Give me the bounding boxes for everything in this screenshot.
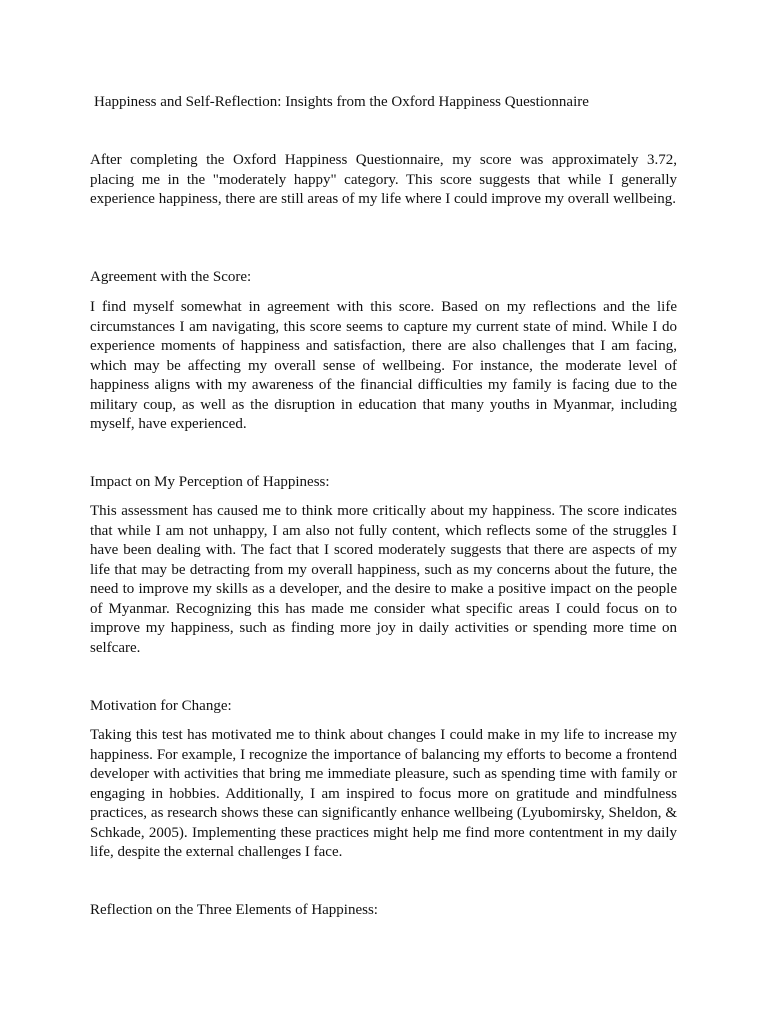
section-body-impact: This assessment has caused me to think more critically about my happiness. The score indicates that while I am not unhappy, I am also not fully content, which reflects some of the struggles I have been dealing with. The fact that I scored moderately suggests that there are aspects of my life that may be detracting from my overall happiness, such as my concerns about the future, the need to improve my skills as a developer, and the desire to make a positive impact on the people of Myanmar. Recognizing this has made me consider what specific areas I could focus on to improve my happiness, such as finding more joy in daily activities or spending more time on selfcare. <box>90 503 677 656</box>
section-heading-agreement: Agreement with the Score: <box>90 269 252 285</box>
intro-paragraph: After completing the Oxford Happiness Questionnaire, my score was approximately 3.72, placing me in the "moderately happy" category. This score suggests that while I generally experience happiness, there are still areas of my life where I could improve my overall wellbeing. <box>90 152 677 207</box>
section-heading-impact: Impact on My Perception of Happiness: <box>90 474 330 490</box>
section-heading-three-elements: Reflection on the Three Elements of Happiness: <box>90 902 378 918</box>
document-title: Happiness and Self-Reflection: Insights from the Oxford Happiness Questionnaire <box>94 94 589 110</box>
section-body-motivation: Taking this test has motivated me to think about changes I could make in my life to increase my happiness. For example, I recognize the importance of balancing my efforts to become a frontend developer with activities that bring me immediate pleasure, such as spending time with family or engaging in hobbies. Additionally, I am inspired to focus more on gratitude and mindfulness practices, as research shows these can significantly enhance wellbeing (Lyubomirsky, Sheldon, & Schkade, 2005). Implementing these practices might help me find more contentment in my daily life, despite the external challenges I face. <box>90 727 677 860</box>
section-body-agreement: I find myself somewhat in agreement with this score. Based on my reflections and the life circumstances I am navigating, this score seems to capture my current state of mind. While I do experience moments of happiness and satisfaction, there are also challenges that I am facing, which may be affecting my overall sense of wellbeing. For instance, the moderate level of happiness aligns with my awareness of the financial difficulties my family is facing due to the military coup, as well as the disruption in education that many youths in Myanmar, including myself, have experienced. <box>90 299 677 432</box>
section-heading-motivation: Motivation for Change: <box>90 698 232 714</box>
